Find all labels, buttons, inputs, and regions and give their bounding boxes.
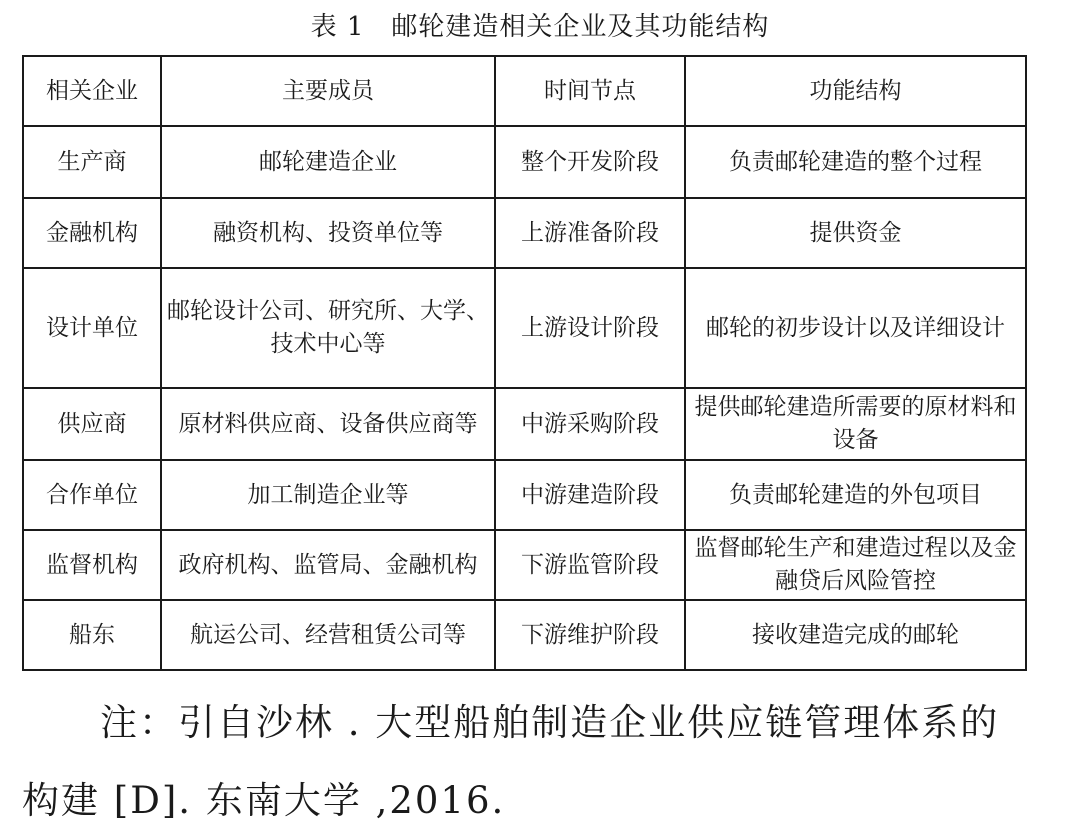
- table-row: [23, 388, 1026, 460]
- table-cell: 融资机构、投资单位等: [161, 198, 495, 268]
- table-cell: 加工制造企业等: [161, 460, 495, 530]
- table-row: [23, 198, 1026, 268]
- table-cell: 邮轮建造企业: [161, 126, 495, 198]
- table-cell: 生产商: [23, 126, 161, 198]
- table-cell: 监督邮轮生产和建造过程以及金融贷后风险管控: [685, 530, 1026, 600]
- table-cell: 邮轮设计公司、研究所、大学、技术中心等: [161, 268, 495, 388]
- table-cell: 负责邮轮建造的整个过程: [685, 126, 1026, 198]
- table-cell: 邮轮的初步设计以及详细设计: [685, 268, 1026, 388]
- table-caption: 表 1 邮轮建造相关企业及其功能结构: [310, 12, 770, 42]
- table-cell: 政府机构、监管局、金融机构: [161, 530, 495, 600]
- table-cell: 原材料供应商、设备供应商等: [161, 388, 495, 460]
- table-cell: 上游设计阶段: [495, 268, 685, 388]
- table-cell: 提供邮轮建造所需要的原材料和设备: [685, 388, 1026, 460]
- table-cell: 下游监管阶段: [495, 530, 685, 600]
- enterprise-function-table: [22, 55, 1027, 671]
- header-cell: 功能结构: [685, 56, 1026, 126]
- table-header-row: [23, 56, 1026, 126]
- table-row: [23, 126, 1026, 198]
- table-cell: 监督机构: [23, 530, 161, 600]
- table-cell: 中游建造阶段: [495, 460, 685, 530]
- table-cell: 供应商: [23, 388, 161, 460]
- header-cell: 相关企业: [23, 56, 161, 126]
- table-row: [23, 530, 1026, 600]
- table-cell: 负责邮轮建造的外包项目: [685, 460, 1026, 530]
- table-cell: 船东: [23, 600, 161, 670]
- header-cell: 时间节点: [495, 56, 685, 126]
- table-cell: 中游采购阶段: [495, 388, 685, 460]
- table-cell: 航运公司、经营租赁公司等: [161, 600, 495, 670]
- table-cell: 合作单位: [23, 460, 161, 530]
- table-cell: 金融机构: [23, 198, 161, 268]
- table-row: [23, 268, 1026, 388]
- table-cell: 接收建造完成的邮轮: [685, 600, 1026, 670]
- header-cell: 主要成员: [161, 56, 495, 126]
- table-row: [23, 460, 1026, 530]
- table-cell: 整个开发阶段: [495, 126, 685, 198]
- table-row: [23, 600, 1026, 670]
- source-note: 注：引自沙林 . 大型船舶制造企业供应链管理体系的构建 [D]. 东南大学 ,2016.: [22, 701, 1000, 822]
- table-cell: 提供资金: [685, 198, 1026, 268]
- table-cell: 设计单位: [23, 268, 161, 388]
- table-cell: 上游准备阶段: [495, 198, 685, 268]
- table-cell: 下游维护阶段: [495, 600, 685, 670]
